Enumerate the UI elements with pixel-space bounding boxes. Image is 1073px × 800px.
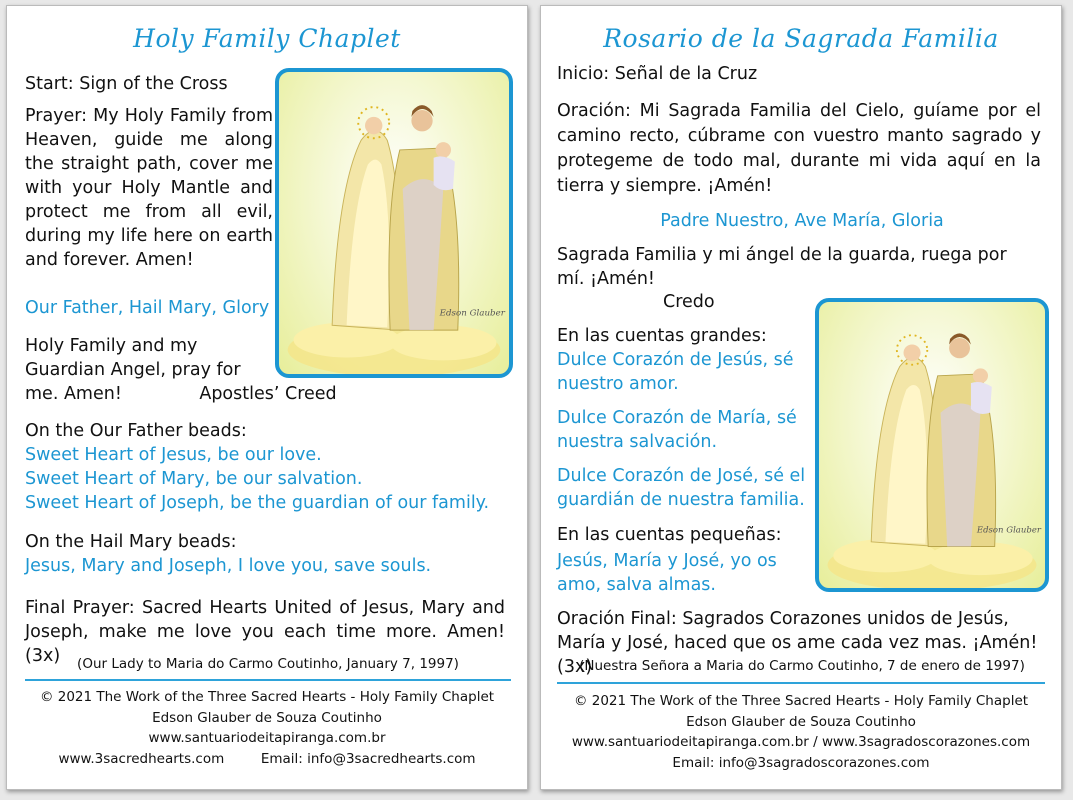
english-final-prayer: Final Prayer: Sacred Hearts United of Jesus, Mary and Joseph, make me love you each time more. Amen! (3x) [25, 598, 505, 666]
english-our-father: Our Father, Hail Mary, Glory [25, 298, 270, 318]
spanish-source: (Nuestra Señora a Maria do Carmo Coutinho, 7 de enero de 1997) [579, 658, 1025, 674]
english-creed: Apostles’ Creed [199, 384, 337, 404]
english-bead-line: Sweet Heart of Joseph, be the guardian of our family. [25, 493, 490, 513]
spanish-title: Rosario de la Sagrada Familia [603, 24, 999, 53]
english-prayer-card [6, 5, 528, 790]
english-source: (Our Lady to Maria do Carmo Coutinho, January 7, 1997) [77, 656, 459, 672]
english-email[interactable]: Email: info@3sacredhearts.com [260, 750, 476, 767]
spanish-creed: Credo [663, 292, 715, 312]
english-bead-line: Sweet Heart of Jesus, be our love. [25, 445, 322, 465]
spanish-prayer-card [540, 5, 1062, 790]
spanish-final-prayer: Oración Final: Sagrados Corazones unidos de Jesús, María y José, haced que os ame cada vez mas. ¡Amén! (3x) [557, 609, 1038, 677]
spanish-email[interactable]: Email: info@3sagradoscorazones.com [672, 754, 930, 771]
english-contact-line [7, 749, 527, 770]
spanish-our-father: Padre Nuestro, Ave María, Gloria [660, 211, 944, 231]
english-hail-mary-beads: Jesus, Mary and Joseph, I love you, save souls. [25, 556, 432, 576]
spanish-author: Edson Glauber de Souza Coutinho [686, 713, 916, 730]
spanish-large-beads-label: En las cuentas grandes: [557, 326, 767, 346]
spanish-start: Inicio: Señal de la Cruz [557, 64, 758, 84]
english-author: Edson Glauber de Souza Coutinho [152, 709, 382, 726]
english-start: Start: Sign of the Cross [25, 74, 228, 94]
english-guardian-prayer: Holy Family and my Guardian Angel, pray for me. Amen! [25, 336, 241, 404]
spanish-bead-line: Dulce Corazón de María, sé nuestra salvación. [557, 408, 797, 452]
holy-family-image [815, 298, 1049, 592]
spanish-copyright: © 2021 The Work of the Three Sacred Hearts - Holy Family Chaplet [573, 693, 1029, 709]
english-our-father-beads-label: On the Our Father beads: [25, 421, 247, 441]
holy-family-illustration [279, 72, 509, 374]
spanish-bead-line: Dulce Corazón de Jesús, sé nuestro amor. [557, 350, 794, 394]
english-hail-mary-beads-label: On the Hail Mary beads: [25, 532, 237, 552]
english-site-link[interactable]: www.santuariodeitapiranga.com.br [148, 730, 386, 746]
holy-family-image [275, 68, 513, 378]
english-divider [25, 679, 511, 681]
spanish-small-beads: Jesús, María y José, yo os amo, salva almas. [557, 551, 777, 595]
spanish-small-beads-label: En las cuentas pequeñas: [557, 525, 782, 545]
english-copyright: © 2021 The Work of the Three Sacred Hearts - Holy Family Chaplet [39, 689, 495, 705]
english-title: Holy Family Chaplet [133, 24, 401, 53]
spanish-footer [541, 691, 1061, 773]
english-bead-line: Sweet Heart of Mary, be our salvation. [25, 469, 363, 489]
spanish-bead-line: Dulce Corazón de José, sé el guardián de nuestra familia. [557, 466, 806, 510]
english-footer [7, 687, 527, 769]
artist-signature: Edson Glauber [976, 524, 1041, 535]
english-prayer: Prayer: My Holy Family from Heaven, guide me along the straight path, cover me with your Holy Mantle and protect me from all evil, during my life here on earth and forever. Amen! [25, 106, 273, 270]
spanish-prayer: Oración: Mi Sagrada Familia del Cielo, guíame por el camino recto, cúbrame con vuestro manto sagrado y protegeme de todo mal, durante mi vida aquí en la tierra y siempre. ¡Amén! [557, 101, 1041, 196]
spanish-site-links[interactable]: www.santuariodeitapiranga.com.br / www.3sagradoscorazones.com [571, 734, 1031, 750]
artist-signature: Edson Glauber [439, 308, 505, 319]
english-site-link-2[interactable]: www.3sacredhearts.com [58, 750, 225, 767]
holy-family-illustration [819, 302, 1045, 588]
spanish-guardian-prayer: Sagrada Familia y mi ángel de la guarda, ruega por mí. ¡Amén! [557, 245, 1007, 289]
spanish-divider [557, 682, 1045, 684]
